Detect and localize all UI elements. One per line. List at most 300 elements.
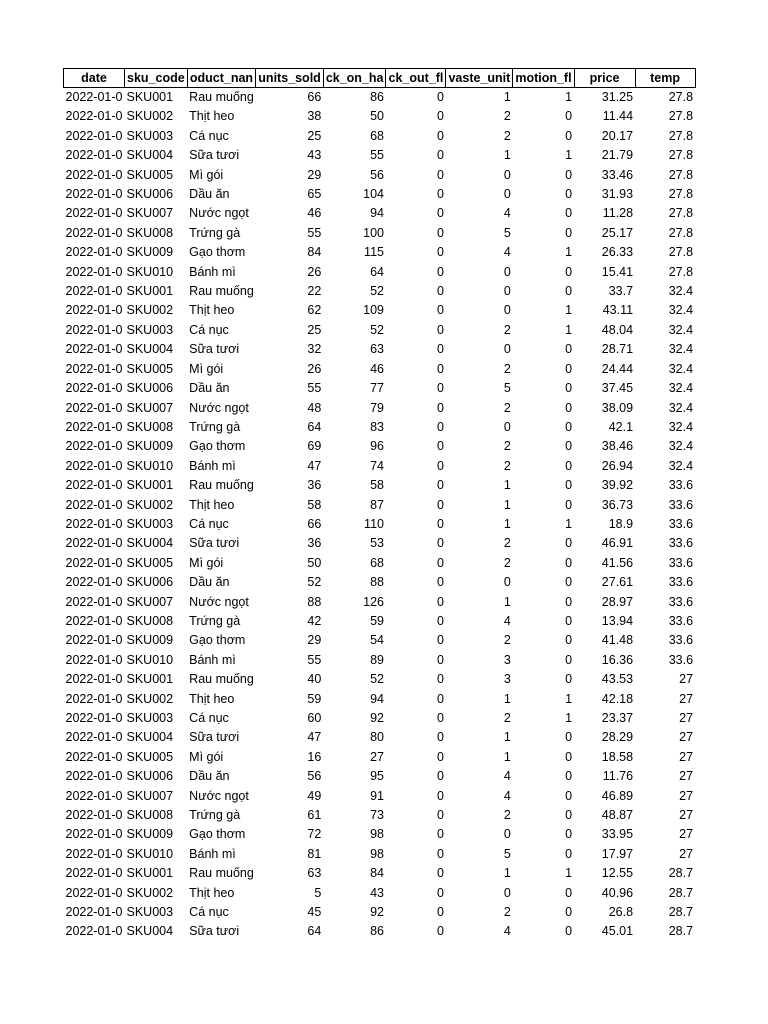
- cell-temp[interactable]: 27: [679, 846, 694, 861]
- cell-stock-on-hand[interactable]: 94: [370, 691, 384, 706]
- cell-units-sold[interactable]: 36: [307, 478, 322, 493]
- cell-price[interactable]: 28.71: [601, 342, 634, 357]
- cell-waste-units[interactable]: 0: [503, 575, 511, 590]
- cell-price[interactable]: 25.17: [601, 225, 634, 240]
- cell-promotion-flag[interactable]: 0: [565, 439, 573, 454]
- cell-units-sold[interactable]: 5: [314, 885, 322, 900]
- cell-stock-out-flag[interactable]: 0: [437, 361, 444, 376]
- cell-units-sold[interactable]: 58: [307, 497, 322, 512]
- cell-promotion-flag[interactable]: 0: [565, 749, 573, 764]
- column-header-price[interactable]: price: [574, 69, 635, 88]
- cell-promotion-flag[interactable]: 0: [565, 128, 573, 143]
- cell-product-name[interactable]: Thịt heo: [189, 497, 235, 512]
- cell-price[interactable]: 46.89: [601, 788, 634, 803]
- cell-units-sold[interactable]: 38: [307, 109, 322, 124]
- cell-stock-on-hand[interactable]: 91: [370, 788, 384, 803]
- cell-product-name[interactable]: Trứng gà: [189, 808, 241, 823]
- cell-sku-code[interactable]: SKU008: [126, 613, 174, 628]
- cell-product-name[interactable]: Sữa tươi: [189, 148, 240, 163]
- cell-temp[interactable]: 27: [679, 672, 694, 687]
- cell-date[interactable]: 2022-01-0: [65, 458, 123, 473]
- cell-date[interactable]: 2022-01-0: [65, 594, 123, 609]
- cell-price[interactable]: 37.45: [601, 381, 634, 396]
- cell-date[interactable]: 2022-01-0: [65, 575, 123, 590]
- cell-product-name[interactable]: Thịt heo: [189, 691, 235, 706]
- cell-price[interactable]: 26.8: [608, 905, 634, 920]
- cell-date[interactable]: 2022-01-0: [65, 866, 123, 881]
- cell-promotion-flag[interactable]: 1: [565, 866, 573, 881]
- cell-price[interactable]: 26.33: [601, 245, 634, 260]
- cell-price[interactable]: 18.9: [608, 516, 634, 531]
- cell-sku-code[interactable]: SKU003: [126, 322, 174, 337]
- cell-waste-units[interactable]: 3: [503, 652, 511, 667]
- cell-sku-code[interactable]: SKU010: [126, 264, 174, 279]
- cell-stock-on-hand[interactable]: 64: [370, 264, 384, 279]
- column-header-sku-code[interactable]: sku_code: [125, 69, 188, 88]
- cell-stock-on-hand[interactable]: 109: [363, 303, 384, 318]
- column-header-stock-out-flag[interactable]: ck_out_fl: [386, 69, 446, 88]
- cell-promotion-flag[interactable]: 0: [565, 225, 573, 240]
- cell-product-name[interactable]: Trứng gà: [189, 419, 241, 434]
- cell-stock-out-flag[interactable]: 0: [437, 885, 444, 900]
- cell-stock-on-hand[interactable]: 58: [370, 478, 384, 493]
- cell-date[interactable]: 2022-01-0: [65, 381, 123, 396]
- cell-sku-code[interactable]: SKU010: [126, 458, 174, 473]
- cell-stock-out-flag[interactable]: 0: [437, 613, 444, 628]
- cell-promotion-flag[interactable]: 0: [565, 594, 573, 609]
- cell-price[interactable]: 33.46: [601, 167, 634, 182]
- cell-product-name[interactable]: Nước ngọt: [189, 594, 249, 609]
- cell-price[interactable]: 21.79: [601, 148, 634, 163]
- cell-stock-on-hand[interactable]: 52: [370, 284, 384, 299]
- cell-temp[interactable]: 33.6: [668, 555, 694, 570]
- cell-stock-on-hand[interactable]: 43: [370, 885, 384, 900]
- cell-temp[interactable]: 27: [679, 827, 694, 842]
- cell-price[interactable]: 11.44: [602, 109, 634, 124]
- cell-price[interactable]: 12.55: [601, 866, 634, 881]
- cell-temp[interactable]: 27.8: [668, 264, 694, 279]
- cell-units-sold[interactable]: 63: [307, 866, 322, 881]
- cell-sku-code[interactable]: SKU002: [126, 497, 174, 512]
- cell-price[interactable]: 27.61: [601, 575, 634, 590]
- cell-sku-code[interactable]: SKU002: [126, 885, 174, 900]
- cell-units-sold[interactable]: 22: [307, 284, 322, 299]
- cell-stock-out-flag[interactable]: 0: [437, 167, 444, 182]
- cell-temp[interactable]: 27.8: [668, 187, 694, 202]
- cell-stock-on-hand[interactable]: 79: [370, 400, 384, 415]
- cell-promotion-flag[interactable]: 0: [565, 769, 573, 784]
- cell-date[interactable]: 2022-01-0: [65, 90, 123, 104]
- cell-promotion-flag[interactable]: 0: [565, 827, 573, 842]
- cell-units-sold[interactable]: 55: [307, 652, 322, 667]
- cell-temp[interactable]: 32.4: [668, 419, 694, 434]
- cell-sku-code[interactable]: SKU009: [126, 633, 174, 648]
- cell-units-sold[interactable]: 32: [307, 342, 322, 357]
- cell-product-name[interactable]: Bánh mì: [189, 458, 236, 473]
- cell-waste-units[interactable]: 0: [503, 264, 511, 279]
- cell-stock-out-flag[interactable]: 0: [437, 264, 444, 279]
- cell-product-name[interactable]: Sữa tươi: [189, 536, 240, 551]
- cell-product-name[interactable]: Dầu ăn: [189, 187, 230, 202]
- cell-stock-on-hand[interactable]: 92: [370, 905, 384, 920]
- cell-stock-out-flag[interactable]: 0: [437, 672, 444, 687]
- cell-sku-code[interactable]: SKU004: [126, 924, 174, 939]
- cell-waste-units[interactable]: 1: [503, 866, 511, 881]
- cell-date[interactable]: 2022-01-0: [65, 361, 123, 376]
- cell-waste-units[interactable]: 5: [503, 381, 511, 396]
- cell-temp[interactable]: 33.6: [668, 633, 694, 648]
- cell-units-sold[interactable]: 48: [307, 400, 322, 415]
- cell-promotion-flag[interactable]: 0: [565, 633, 573, 648]
- cell-price[interactable]: 31.25: [601, 90, 634, 104]
- cell-sku-code[interactable]: SKU004: [126, 148, 174, 163]
- cell-sku-code[interactable]: SKU009: [126, 827, 174, 842]
- cell-temp[interactable]: 32.4: [668, 342, 694, 357]
- cell-stock-out-flag[interactable]: 0: [437, 536, 444, 551]
- cell-date[interactable]: 2022-01-0: [65, 711, 123, 725]
- cell-waste-units[interactable]: 0: [503, 885, 511, 900]
- cell-units-sold[interactable]: 52: [307, 575, 322, 590]
- cell-units-sold[interactable]: 29: [307, 167, 322, 182]
- cell-product-name[interactable]: Cá nục: [189, 322, 229, 337]
- cell-temp[interactable]: 32.4: [668, 284, 694, 299]
- cell-waste-units[interactable]: 4: [503, 924, 511, 939]
- cell-waste-units[interactable]: 2: [503, 633, 511, 648]
- cell-price[interactable]: 31.93: [601, 187, 634, 202]
- cell-product-name[interactable]: Rau muống: [189, 90, 254, 104]
- cell-product-name[interactable]: Gạo thơm: [189, 245, 246, 260]
- cell-units-sold[interactable]: 59: [307, 691, 322, 706]
- cell-waste-units[interactable]: 0: [503, 342, 511, 357]
- cell-temp[interactable]: 28.7: [668, 885, 694, 900]
- cell-product-name[interactable]: Rau muống: [189, 284, 254, 299]
- cell-date[interactable]: 2022-01-0: [65, 342, 123, 357]
- cell-stock-out-flag[interactable]: 0: [437, 846, 444, 861]
- cell-units-sold[interactable]: 60: [307, 711, 322, 725]
- cell-stock-out-flag[interactable]: 0: [437, 284, 444, 299]
- cell-price[interactable]: 41.56: [601, 555, 634, 570]
- cell-waste-units[interactable]: 2: [503, 555, 511, 570]
- cell-date[interactable]: 2022-01-0: [65, 885, 123, 900]
- cell-promotion-flag[interactable]: 1: [565, 322, 573, 337]
- cell-sku-code[interactable]: SKU010: [126, 652, 174, 667]
- cell-units-sold[interactable]: 47: [307, 458, 322, 473]
- cell-promotion-flag[interactable]: 0: [565, 342, 573, 357]
- cell-product-name[interactable]: Gạo thơm: [189, 439, 246, 454]
- cell-product-name[interactable]: Dầu ăn: [189, 769, 230, 784]
- cell-sku-code[interactable]: SKU002: [126, 109, 174, 124]
- cell-sku-code[interactable]: SKU003: [126, 711, 174, 725]
- cell-sku-code[interactable]: SKU004: [126, 342, 174, 357]
- cell-date[interactable]: 2022-01-0: [65, 613, 123, 628]
- cell-units-sold[interactable]: 25: [307, 322, 322, 337]
- cell-sku-code[interactable]: SKU005: [126, 749, 174, 764]
- cell-sku-code[interactable]: SKU010: [126, 846, 174, 861]
- cell-units-sold[interactable]: 64: [307, 419, 322, 434]
- cell-sku-code[interactable]: SKU006: [126, 769, 174, 784]
- cell-product-name[interactable]: Dầu ăn: [189, 575, 230, 590]
- cell-units-sold[interactable]: 26: [307, 361, 322, 376]
- cell-temp[interactable]: 27.8: [668, 225, 694, 240]
- cell-product-name[interactable]: Gạo thơm: [189, 633, 246, 648]
- cell-date[interactable]: 2022-01-0: [65, 167, 123, 182]
- cell-price[interactable]: 28.29: [601, 730, 634, 745]
- cell-temp[interactable]: 33.6: [668, 516, 694, 531]
- cell-promotion-flag[interactable]: 0: [565, 885, 573, 900]
- cell-price[interactable]: 13.94: [601, 613, 634, 628]
- cell-stock-out-flag[interactable]: 0: [437, 419, 444, 434]
- cell-stock-out-flag[interactable]: 0: [437, 827, 444, 842]
- cell-product-name[interactable]: Dầu ăn: [189, 381, 230, 396]
- cell-temp[interactable]: 28.7: [668, 866, 694, 881]
- column-header-temp[interactable]: temp: [635, 69, 695, 88]
- cell-date[interactable]: 2022-01-0: [65, 419, 123, 434]
- cell-price[interactable]: 48.87: [601, 808, 634, 823]
- cell-stock-out-flag[interactable]: 0: [437, 924, 444, 939]
- cell-product-name[interactable]: Trứng gà: [189, 613, 241, 628]
- cell-stock-out-flag[interactable]: 0: [437, 478, 444, 493]
- cell-stock-out-flag[interactable]: 0: [437, 594, 444, 609]
- cell-stock-on-hand[interactable]: 46: [370, 361, 384, 376]
- cell-temp[interactable]: 32.4: [668, 303, 694, 318]
- cell-promotion-flag[interactable]: 1: [565, 303, 573, 318]
- cell-product-name[interactable]: Nước ngọt: [189, 400, 249, 415]
- cell-stock-on-hand[interactable]: 110: [364, 516, 384, 531]
- cell-stock-on-hand[interactable]: 92: [370, 711, 384, 725]
- cell-units-sold[interactable]: 69: [307, 439, 322, 454]
- cell-price[interactable]: 39.92: [601, 478, 634, 493]
- cell-waste-units[interactable]: 2: [503, 905, 511, 920]
- cell-stock-out-flag[interactable]: 0: [437, 691, 444, 706]
- cell-promotion-flag[interactable]: 0: [565, 652, 573, 667]
- cell-promotion-flag[interactable]: 0: [565, 536, 573, 551]
- cell-product-name[interactable]: Thịt heo: [189, 109, 235, 124]
- column-header-stock-on-hand[interactable]: ck_on_ha: [323, 69, 386, 88]
- cell-promotion-flag[interactable]: 0: [565, 400, 573, 415]
- cell-temp[interactable]: 32.4: [668, 458, 694, 473]
- cell-price[interactable]: 11.76: [602, 769, 634, 784]
- cell-price[interactable]: 11.28: [602, 206, 634, 221]
- cell-waste-units[interactable]: 5: [503, 225, 511, 240]
- cell-stock-on-hand[interactable]: 77: [370, 381, 384, 396]
- cell-waste-units[interactable]: 1: [503, 594, 511, 609]
- cell-price[interactable]: 28.97: [601, 594, 634, 609]
- cell-price[interactable]: 36.73: [601, 497, 634, 512]
- cell-stock-out-flag[interactable]: 0: [437, 439, 444, 454]
- cell-date[interactable]: 2022-01-0: [65, 109, 123, 124]
- cell-product-name[interactable]: Gạo thơm: [189, 827, 246, 842]
- cell-stock-out-flag[interactable]: 0: [437, 225, 444, 240]
- cell-temp[interactable]: 28.7: [668, 905, 694, 920]
- cell-stock-out-flag[interactable]: 0: [437, 187, 444, 202]
- cell-units-sold[interactable]: 45: [307, 905, 322, 920]
- cell-date[interactable]: 2022-01-0: [65, 400, 123, 415]
- cell-stock-on-hand[interactable]: 74: [370, 458, 384, 473]
- cell-date[interactable]: 2022-01-0: [65, 148, 123, 163]
- cell-product-name[interactable]: Mì gói: [189, 749, 224, 764]
- cell-product-name[interactable]: Cá nục: [189, 128, 229, 143]
- cell-stock-on-hand[interactable]: 80: [370, 730, 384, 745]
- cell-price[interactable]: 17.97: [601, 846, 634, 861]
- cell-product-name[interactable]: Rau muống: [189, 478, 254, 493]
- cell-temp[interactable]: 27.8: [668, 206, 694, 221]
- cell-date[interactable]: 2022-01-0: [65, 128, 123, 143]
- cell-product-name[interactable]: Mì gói: [189, 555, 224, 570]
- cell-date[interactable]: 2022-01-0: [65, 206, 123, 221]
- cell-units-sold[interactable]: 55: [307, 225, 322, 240]
- cell-waste-units[interactable]: 0: [503, 187, 511, 202]
- cell-stock-on-hand[interactable]: 68: [370, 128, 384, 143]
- cell-date[interactable]: 2022-01-0: [65, 905, 123, 920]
- cell-price[interactable]: 38.09: [601, 400, 634, 415]
- cell-date[interactable]: 2022-01-0: [65, 652, 123, 667]
- cell-waste-units[interactable]: 0: [503, 284, 511, 299]
- cell-sku-code[interactable]: SKU002: [126, 691, 174, 706]
- cell-date[interactable]: 2022-01-0: [65, 303, 123, 318]
- cell-product-name[interactable]: Thịt heo: [189, 303, 235, 318]
- cell-stock-on-hand[interactable]: 63: [370, 342, 384, 357]
- cell-stock-out-flag[interactable]: 0: [437, 458, 444, 473]
- cell-stock-out-flag[interactable]: 0: [437, 400, 444, 415]
- cell-waste-units[interactable]: 1: [503, 749, 511, 764]
- cell-promotion-flag[interactable]: 0: [565, 458, 573, 473]
- cell-price[interactable]: 41.48: [601, 633, 634, 648]
- cell-promotion-flag[interactable]: 0: [565, 478, 573, 493]
- cell-stock-out-flag[interactable]: 0: [437, 90, 444, 104]
- cell-sku-code[interactable]: SKU008: [126, 225, 174, 240]
- cell-waste-units[interactable]: 2: [503, 536, 511, 551]
- cell-stock-out-flag[interactable]: 0: [437, 245, 444, 260]
- cell-temp[interactable]: 33.6: [668, 478, 694, 493]
- cell-price[interactable]: 16.36: [601, 652, 634, 667]
- cell-stock-out-flag[interactable]: 0: [437, 497, 444, 512]
- cell-product-name[interactable]: Bánh mì: [189, 652, 236, 667]
- cell-sku-code[interactable]: SKU006: [126, 187, 174, 202]
- cell-waste-units[interactable]: 2: [503, 109, 511, 124]
- cell-sku-code[interactable]: SKU004: [126, 536, 174, 551]
- cell-date[interactable]: 2022-01-0: [65, 245, 123, 260]
- cell-sku-code[interactable]: SKU006: [126, 575, 174, 590]
- cell-temp[interactable]: 27: [679, 711, 694, 725]
- cell-price[interactable]: 46.91: [601, 536, 634, 551]
- cell-price[interactable]: 48.04: [601, 322, 634, 337]
- cell-price[interactable]: 42.18: [601, 691, 634, 706]
- cell-price[interactable]: 23.37: [601, 711, 634, 725]
- cell-date[interactable]: 2022-01-0: [65, 730, 123, 745]
- cell-stock-out-flag[interactable]: 0: [437, 711, 444, 725]
- cell-sku-code[interactable]: SKU005: [126, 361, 174, 376]
- cell-date[interactable]: 2022-01-0: [65, 322, 123, 337]
- cell-price[interactable]: 20.17: [601, 128, 634, 143]
- cell-stock-out-flag[interactable]: 0: [437, 206, 444, 221]
- cell-units-sold[interactable]: 16: [307, 749, 322, 764]
- cell-temp[interactable]: 33.6: [668, 536, 694, 551]
- cell-stock-out-flag[interactable]: 0: [437, 652, 444, 667]
- cell-stock-out-flag[interactable]: 0: [437, 516, 444, 531]
- cell-stock-on-hand[interactable]: 84: [370, 866, 384, 881]
- cell-waste-units[interactable]: 0: [503, 167, 511, 182]
- cell-units-sold[interactable]: 40: [307, 672, 322, 687]
- cell-stock-on-hand[interactable]: 55: [370, 148, 384, 163]
- cell-waste-units[interactable]: 2: [503, 711, 511, 725]
- cell-stock-out-flag[interactable]: 0: [437, 905, 444, 920]
- cell-stock-on-hand[interactable]: 27: [370, 749, 384, 764]
- cell-waste-units[interactable]: 0: [503, 827, 511, 842]
- cell-stock-on-hand[interactable]: 126: [363, 594, 384, 609]
- cell-price[interactable]: 18.58: [601, 749, 634, 764]
- cell-product-name[interactable]: Sữa tươi: [189, 730, 240, 745]
- cell-temp[interactable]: 27.8: [668, 109, 694, 124]
- cell-waste-units[interactable]: 3: [503, 672, 511, 687]
- cell-date[interactable]: 2022-01-0: [65, 284, 123, 299]
- cell-price[interactable]: 45.01: [601, 924, 634, 939]
- cell-temp[interactable]: 27.8: [668, 148, 694, 163]
- cell-stock-on-hand[interactable]: 87: [370, 497, 384, 512]
- cell-date[interactable]: 2022-01-0: [65, 516, 123, 531]
- cell-sku-code[interactable]: SKU003: [126, 516, 174, 531]
- cell-waste-units[interactable]: 0: [503, 419, 511, 434]
- cell-stock-on-hand[interactable]: 86: [370, 90, 384, 104]
- cell-waste-units[interactable]: 4: [503, 769, 511, 784]
- cell-temp[interactable]: 27.8: [668, 90, 694, 104]
- cell-temp[interactable]: 27: [679, 749, 694, 764]
- cell-sku-code[interactable]: SKU001: [126, 284, 174, 299]
- cell-units-sold[interactable]: 26: [307, 264, 322, 279]
- cell-waste-units[interactable]: 4: [503, 206, 511, 221]
- cell-sku-code[interactable]: SKU007: [126, 594, 174, 609]
- cell-promotion-flag[interactable]: 1: [565, 245, 573, 260]
- cell-waste-units[interactable]: 1: [503, 497, 511, 512]
- cell-date[interactable]: 2022-01-0: [65, 788, 123, 803]
- cell-temp[interactable]: 27: [679, 691, 694, 706]
- cell-stock-out-flag[interactable]: 0: [437, 749, 444, 764]
- cell-price[interactable]: 43.11: [602, 303, 634, 318]
- cell-sku-code[interactable]: SKU001: [126, 478, 174, 493]
- cell-stock-out-flag[interactable]: 0: [437, 730, 444, 745]
- cell-waste-units[interactable]: 2: [503, 128, 511, 143]
- cell-promotion-flag[interactable]: 0: [565, 730, 573, 745]
- cell-promotion-flag[interactable]: 0: [565, 905, 573, 920]
- cell-price[interactable]: 33.7: [608, 284, 634, 299]
- cell-promotion-flag[interactable]: 0: [565, 167, 573, 182]
- cell-stock-on-hand[interactable]: 98: [370, 827, 384, 842]
- cell-stock-out-flag[interactable]: 0: [437, 575, 444, 590]
- cell-product-name[interactable]: Cá nục: [189, 711, 229, 725]
- cell-stock-on-hand[interactable]: 88: [370, 575, 384, 590]
- cell-waste-units[interactable]: 2: [503, 458, 511, 473]
- cell-promotion-flag[interactable]: 1: [565, 90, 573, 104]
- cell-waste-units[interactable]: 4: [503, 788, 511, 803]
- cell-promotion-flag[interactable]: 0: [565, 284, 573, 299]
- column-header-date[interactable]: date: [64, 69, 125, 88]
- cell-price[interactable]: 40.96: [601, 885, 634, 900]
- cell-sku-code[interactable]: SKU007: [126, 788, 174, 803]
- cell-stock-on-hand[interactable]: 104: [363, 187, 384, 202]
- cell-waste-units[interactable]: 1: [503, 148, 511, 163]
- cell-product-name[interactable]: Sữa tươi: [189, 342, 240, 357]
- cell-sku-code[interactable]: SKU001: [126, 90, 174, 104]
- cell-promotion-flag[interactable]: 1: [565, 516, 573, 531]
- cell-stock-out-flag[interactable]: 0: [437, 808, 444, 823]
- cell-sku-code[interactable]: SKU009: [126, 439, 174, 454]
- cell-promotion-flag[interactable]: 0: [565, 846, 573, 861]
- cell-promotion-flag[interactable]: 0: [565, 206, 573, 221]
- cell-promotion-flag[interactable]: 0: [565, 924, 573, 939]
- cell-temp[interactable]: 27.8: [668, 167, 694, 182]
- cell-units-sold[interactable]: 29: [307, 633, 322, 648]
- cell-date[interactable]: 2022-01-0: [65, 225, 123, 240]
- cell-price[interactable]: 24.44: [601, 361, 634, 376]
